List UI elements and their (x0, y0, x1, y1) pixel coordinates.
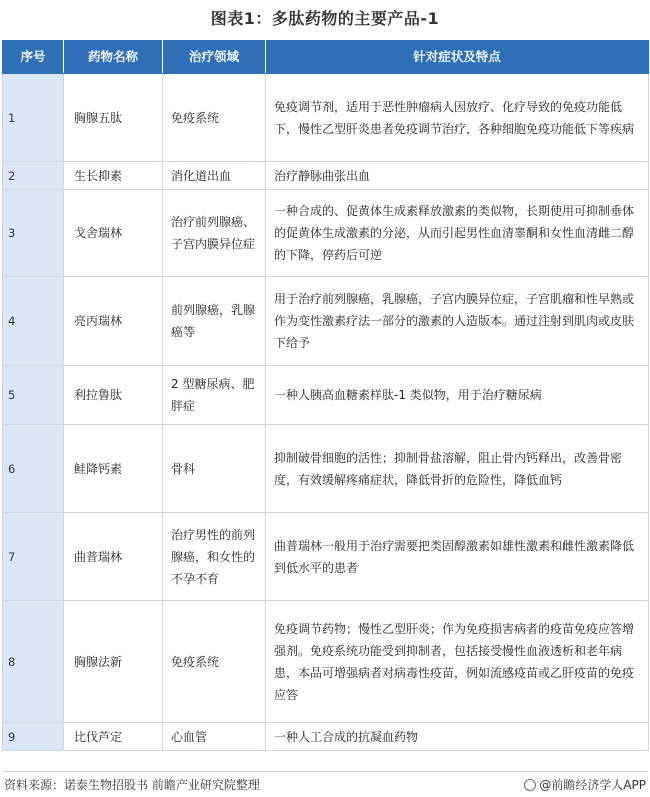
table-row (3, 74, 649, 162)
table-row (3, 601, 649, 723)
row-no: 3 (3, 190, 64, 277)
drug-name: 胸腺五肽 (64, 74, 163, 162)
row-no: 2 (3, 162, 64, 190)
description: 免疫调节剂，适用于恶性肿瘤病人因放疗、化疗导致的免疫功能低下，慢性乙型肝炎患者免疫调节治疗，各种细胞免疫功能低下等疾病 (266, 74, 649, 162)
drug-name: 鲑降钙素 (64, 425, 163, 513)
header-symptoms: 针对症状及特点 (266, 41, 649, 74)
treatment-area: 心血管 (163, 723, 266, 751)
table-header-row (3, 41, 649, 74)
table-row (3, 190, 649, 277)
description: 一种人胰高血糖素样肽-1 类似物，用于治疗糖尿病 (266, 366, 649, 425)
chart-title: 图表1：多肽药物的主要产品-1 (210, 9, 440, 28)
row-no: 7 (3, 513, 64, 601)
treatment-area: 消化道出血 (163, 162, 266, 190)
table-row (3, 513, 649, 601)
source-note: 资料来源：诺泰生物招股书 前瞻产业研究院整理 (4, 778, 260, 792)
table-row (3, 425, 649, 513)
drug-name: 亮丙瑞林 (64, 277, 163, 366)
header-no: 序号 (3, 41, 64, 74)
description: 用于治疗前列腺癌，乳腺癌，子宫内膜异位症，子宫肌瘤和性早熟或作为变性激素疗法一部分的激素的人造版本。通过注射到肌肉或皮肤下给予 (266, 277, 649, 366)
footer (2, 771, 648, 796)
description: 治疗静脉曲张出血 (266, 162, 649, 190)
header-treatment-area: 治疗领域 (163, 41, 266, 74)
row-no: 9 (3, 723, 64, 751)
qianzhan-logo-icon (524, 779, 536, 791)
description: 免疫调节药物；慢性乙型肝炎；作为免疫损害病者的疫苗免疫应答增强剂。免疫系统功能受到抑制者，包括接受慢性血液透析和老年病患，本品可增强病者对病毒性疫苗，例如流感疫苗或乙肝疫苗的免疫应答 (266, 601, 649, 723)
row-no: 6 (3, 425, 64, 513)
treatment-area: 治疗前列腺癌、子宫内膜异位症 (163, 190, 266, 277)
row-no: 1 (3, 74, 64, 162)
brand-credit (524, 776, 646, 793)
description: 抑制破骨细胞的活性；抑制骨盐溶解，阻止骨内钙释出，改善骨密度，有效缓解疼痛症状，降低骨折的危险性，降低血钙 (266, 425, 649, 513)
description: 一种合成的、促黄体生成素释放激素的类似物，长期使用可抑制垂体的促黄体生成激素的分泌，从而引起男性血清睾酮和女性血清雌二醇的下降，停药后可逆 (266, 190, 649, 277)
drug-name: 比伐芦定 (64, 723, 163, 751)
table-row (3, 277, 649, 366)
header-drug-name: 药物名称 (64, 41, 163, 74)
table-row (3, 366, 649, 425)
drug-name: 利拉鲁肽 (64, 366, 163, 425)
treatment-area: 免疫系统 (163, 74, 266, 162)
row-no: 8 (3, 601, 64, 723)
drug-name: 胸腺法新 (64, 601, 163, 723)
drug-name: 戈舍瑞林 (64, 190, 163, 277)
treatment-area: 骨科 (163, 425, 266, 513)
row-no: 4 (3, 277, 64, 366)
treatment-area: 治疗男性的前列腺癌，和女性的不孕不育 (163, 513, 266, 601)
treatment-area: 免疫系统 (163, 601, 266, 723)
description: 一种人工合成的抗凝血药物 (266, 723, 649, 751)
treatment-area: 前列腺癌，乳腺癌等 (163, 277, 266, 366)
table-row (3, 162, 649, 190)
brand-label: @前瞻经济学人APP (539, 778, 646, 792)
drug-name: 曲普瑞林 (64, 513, 163, 601)
table-row (3, 723, 649, 751)
drug-name: 生长抑素 (64, 162, 163, 190)
row-no: 5 (3, 366, 64, 425)
description: 曲普瑞林一般用于治疗需要把类固醇激素如雄性激素和雌性激素降低到低水平的患者 (266, 513, 649, 601)
product-table (2, 40, 649, 751)
treatment-area: 2 型糖尿病、肥胖症 (163, 366, 266, 425)
